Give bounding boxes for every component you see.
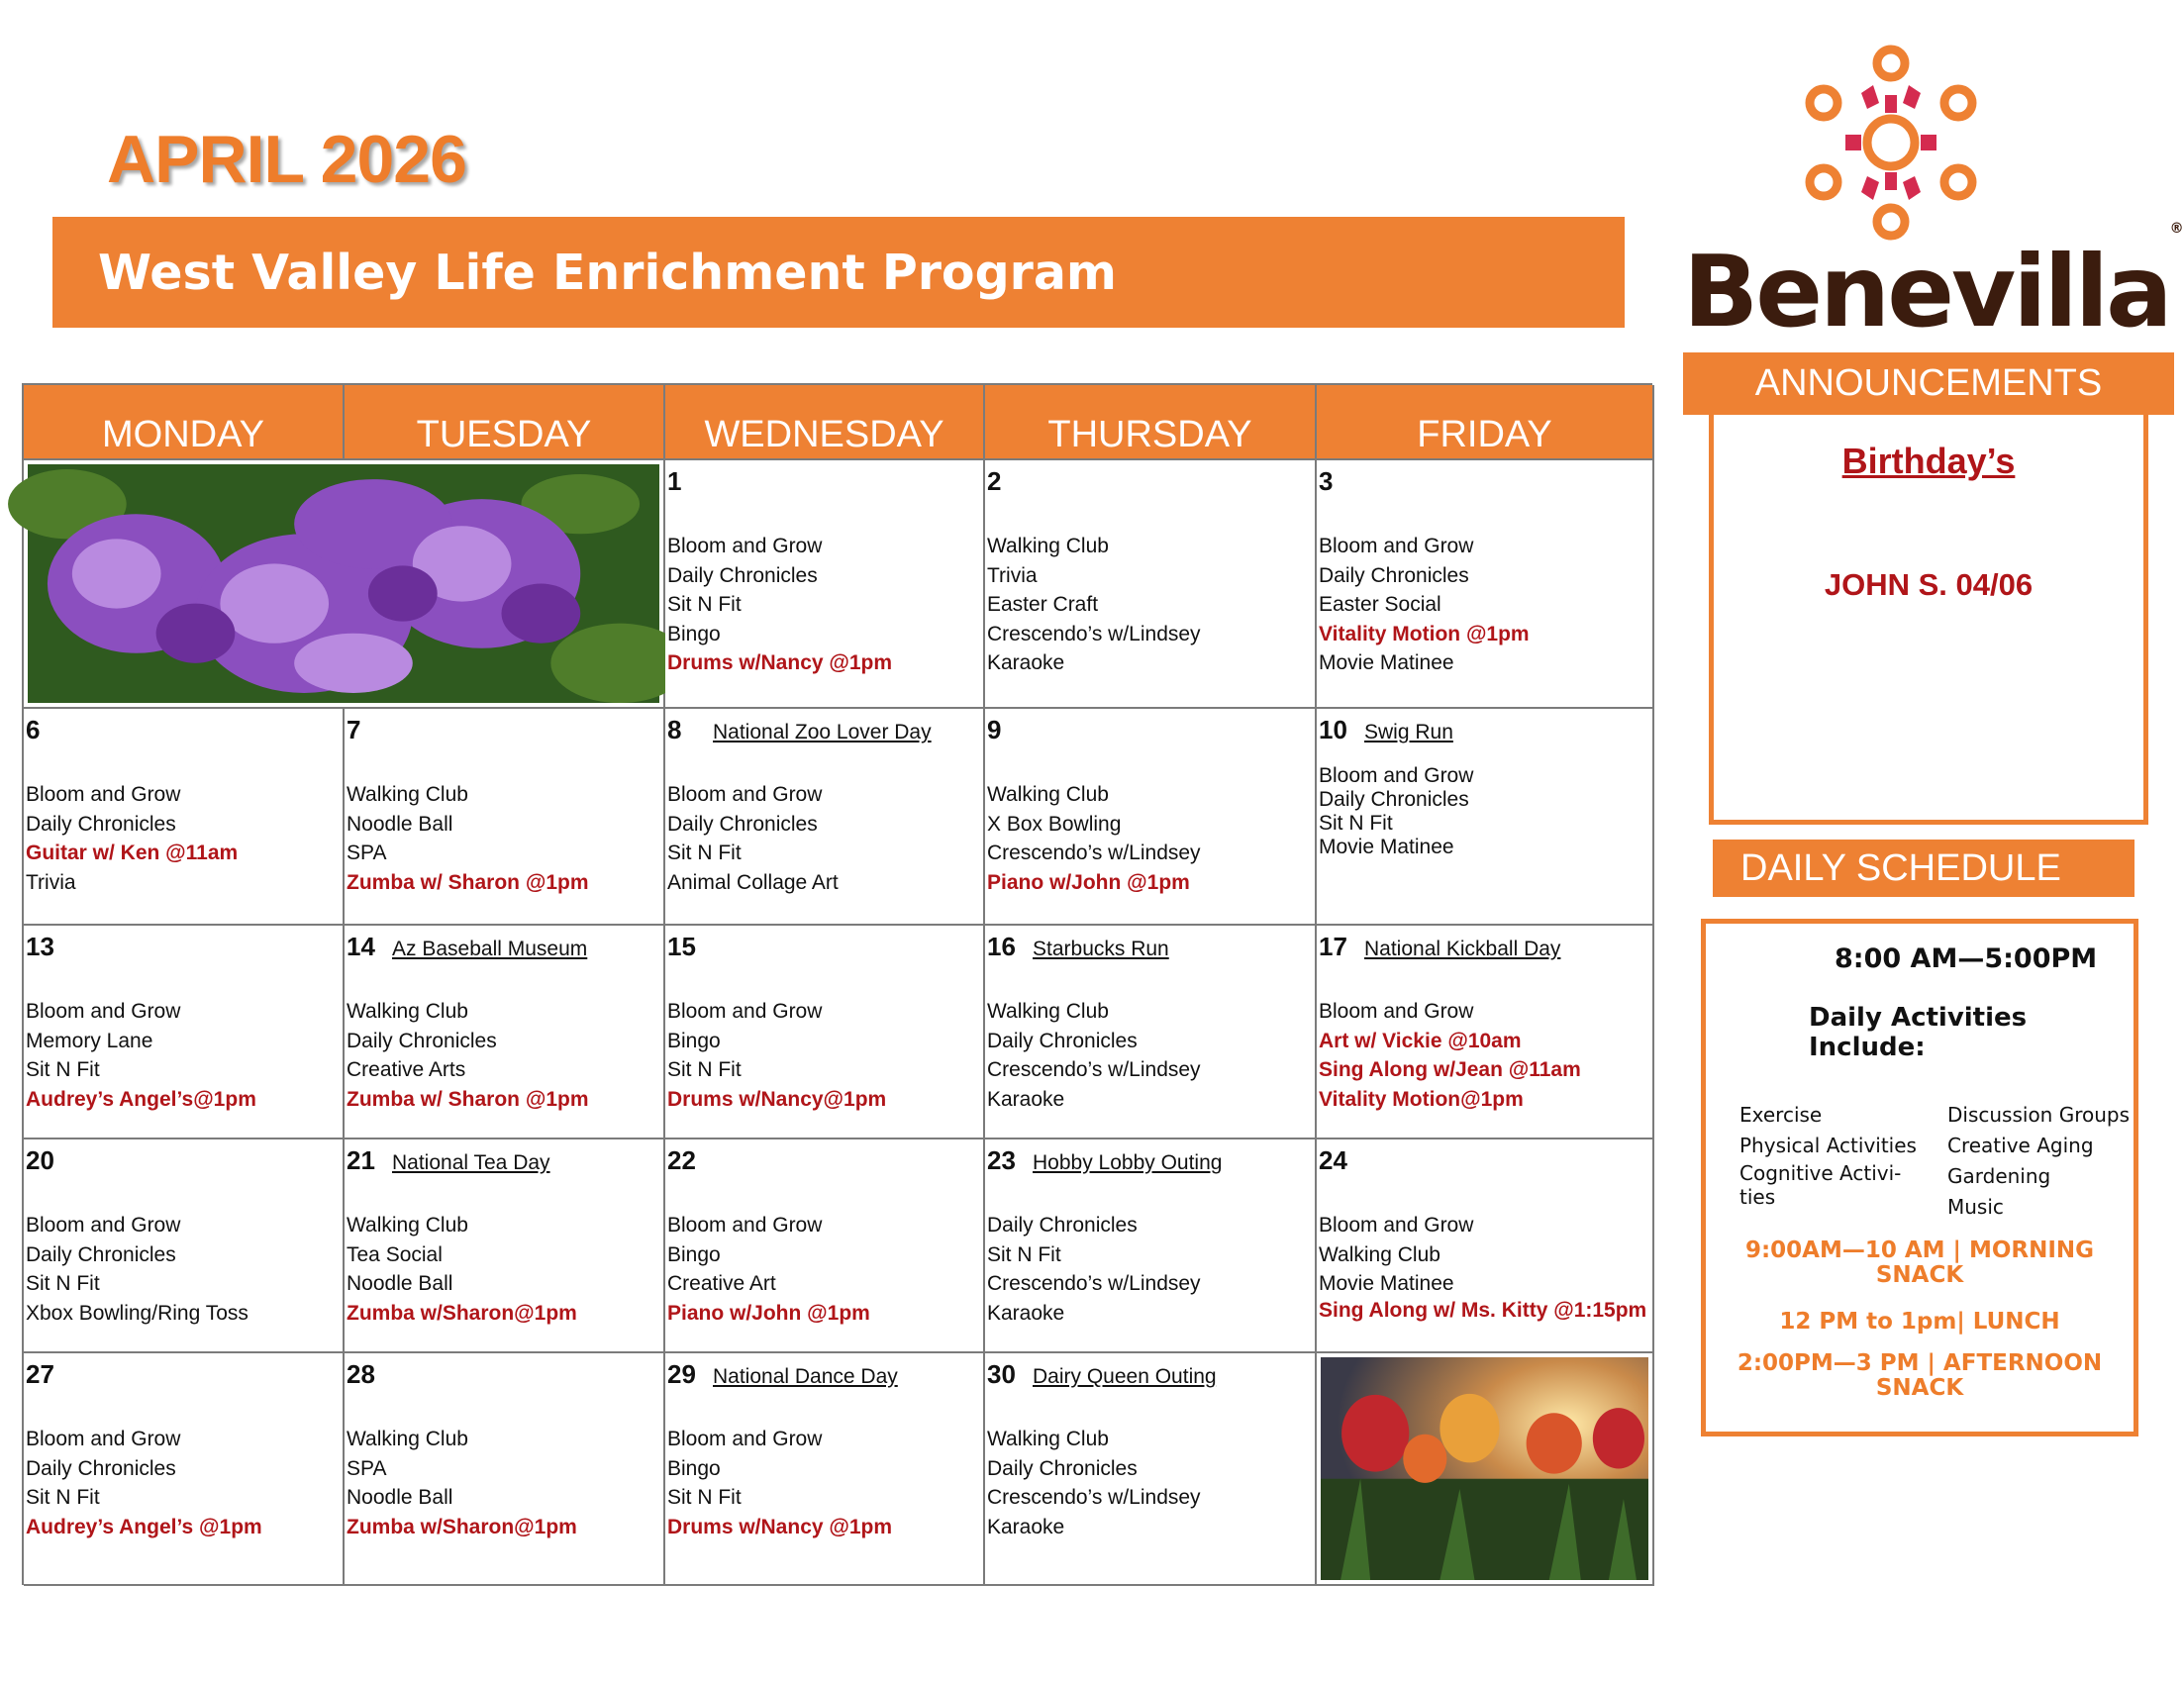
activity-item: Bloom and Grow [667,1214,823,1237]
activity-list [665,1391,983,1541]
activity-item: Walking Club [347,1214,468,1237]
featured-activity: Drums w/Nancy @1pm [667,651,893,674]
day-number: 15 [667,932,696,961]
featured-activity: Piano w/John @1pm [987,870,1190,894]
activity-list [665,963,983,1114]
activity-list [985,498,1315,678]
day-cell-header [985,926,1315,963]
announcements-header: ANNOUNCEMENTS [1683,352,2174,415]
activity-item: Crescendo’s w/Lindsey [987,1486,1201,1509]
activity-item: Bingo [667,1242,721,1266]
featured-activity: Guitar w/ Ken @11am [26,842,239,864]
day-cell-header [24,1353,343,1391]
day-number: 22 [667,1145,696,1175]
special-event: Swig Run [1364,721,1453,743]
activity-item: Creative Art [667,1272,776,1295]
registered-mark: ® [2169,220,2184,237]
day-cell-header [985,1353,1315,1391]
activity-item: Tea Social [347,1242,443,1266]
featured-activity: Sing Along w/Jean @11am [1319,1058,1581,1081]
day-cell-header [665,1139,983,1177]
day-header-thursday: THURSDAY [985,385,1317,460]
activity-item: Daily Chronicles [26,1456,176,1480]
activity-item: Daily Chronicles [1319,788,1469,811]
announcements-box [1709,415,2148,825]
activity-item: Physical Activities [1739,1134,1917,1157]
activity-list [1317,746,1652,859]
day-number: 16 [987,932,1016,961]
activity-item: Creative Aging [1947,1134,2094,1157]
activity-list [1317,1177,1652,1323]
day-cell-header [665,709,983,746]
activity-item: Movie Matinee [1319,1272,1454,1295]
special-event: National Zoo Lover Day [713,721,932,743]
activity-item: SPA [347,842,387,864]
daily-schedule-box [1701,919,2138,1436]
activity-item: Bloom and Grow [26,1428,181,1450]
day-number: 2 [987,466,1002,496]
day-number: 20 [26,1145,54,1175]
day-cell-15 [665,926,985,1139]
activity-item: Daily Chronicles [26,1242,176,1266]
activity-item: Sit N Fit [667,593,742,616]
activity-list [1317,963,1652,1114]
day-number: 29 [667,1359,696,1389]
activity-item: Trivia [26,870,76,894]
featured-activity: Zumba w/ Sharon @1pm [347,870,589,894]
lilac-flowers-photo [24,460,665,709]
activity-item: Bloom and Grow [667,535,823,557]
activity-item: Sit N Fit [26,1272,100,1295]
featured-activity: Piano w/John @1pm [667,1301,870,1325]
benevilla-logo-text [1683,220,2184,349]
day-cell-27 [24,1353,345,1586]
activity-list [345,963,663,1114]
day-cell-1 [665,460,985,709]
activity-item: SPA [347,1456,387,1480]
day-number: 30 [987,1359,1016,1389]
day-cell-29 [665,1353,985,1586]
activity-item: Easter Social [1319,593,1441,616]
special-event: National Tea Day [392,1151,550,1174]
day-cell-13 [24,926,345,1139]
day-cell-header [1317,1139,1652,1177]
featured-activity: Vitality Motion@1pm [1319,1087,1524,1111]
day-cell-9 [985,709,1317,926]
schedule-hours: 8:00 AM—5:00PM [1835,943,2098,974]
day-cell-header [665,1353,983,1391]
activity-list [345,1177,663,1328]
activity-item: Walking Club [987,535,1109,557]
activity-list [985,1177,1315,1328]
activity-item: Bloom and Grow [1319,764,1474,787]
day-header-monday: MONDAY [24,385,345,460]
program-title: West Valley Life Enrichment Program [98,244,1117,301]
featured-activity: Vitality Motion @1pm [1319,622,1530,645]
activity-item: Karaoke [987,651,1065,674]
activity-item: Walking Club [347,1000,468,1023]
afternoon-snack-time: 2:00PM—3 PM | AFTERNOON SNACK [1737,1350,2103,1401]
activity-item: Walking Club [987,1428,1109,1450]
special-event: Dairy Queen Outing [1033,1365,1217,1388]
day-number: 3 [1319,466,1334,496]
activity-list [24,963,343,1114]
activity-item: Sit N Fit [26,1486,100,1509]
activity-list [1317,498,1652,678]
featured-activity: Zumba w/Sharon@1pm [347,1301,577,1325]
activity-item: Crescendo’s w/Lindsey [987,1272,1201,1295]
day-number: 21 [347,1145,375,1175]
featured-activity: Drums w/Nancy@1pm [667,1087,887,1111]
activity-item: Sit N Fit [667,842,742,864]
activity-item: Movie Matinee [1319,836,1454,858]
activity-item: X Box Bowling [987,812,1122,836]
activity-item: Bloom and Grow [26,783,181,806]
activity-item: Karaoke [987,1515,1065,1538]
featured-activity: Zumba w/ Sharon @1pm [347,1087,589,1111]
activity-list [345,1391,663,1541]
activity-item: Bingo [667,622,721,645]
special-event: Az Baseball Museum [392,938,588,960]
month-title: APRIL 2026 [107,122,466,197]
day-cell-header [345,926,663,963]
day-header-tuesday: TUESDAY [345,385,665,460]
day-cell-header [985,1139,1315,1177]
activity-item: Walking Club [987,1000,1109,1023]
benevilla-logo-icon [1802,44,1980,242]
day-number: 14 [347,932,375,961]
activity-item: Noodle Ball [347,1486,453,1509]
activity-item: Bloom and Grow [1319,535,1474,557]
activity-item: Bloom and Grow [667,1428,823,1450]
activity-item: Karaoke [987,1087,1065,1111]
special-event: National Kickball Day [1364,938,1561,960]
activity-item: Bingo [667,1029,721,1052]
featured-activity: Audrey’s Angel’s@1pm [26,1087,256,1111]
activity-item: Bloom and Grow [26,1000,181,1023]
activity-list [24,746,343,897]
day-cell-header [985,709,1315,746]
day-cell-22 [665,1139,985,1353]
calendar-grid [22,383,1652,1585]
activity-item: Daily Chronicles [1319,563,1469,587]
day-cell-20 [24,1139,345,1353]
activity-item: Sit N Fit [987,1242,1061,1266]
activity-item: Bloom and Grow [1319,1214,1474,1237]
day-cell-28 [345,1353,665,1586]
special-event: Hobby Lobby Outing [1033,1151,1223,1174]
activity-item: Memory Lane [26,1029,153,1052]
activity-item: Exercise [1739,1103,1823,1127]
day-cell-header [1317,709,1652,746]
activity-item: Karaoke [987,1301,1065,1325]
activity-item: Daily Chronicles [347,1029,497,1052]
day-number: 6 [26,715,41,744]
activity-item: Bloom and Grow [26,1214,181,1237]
day-number: 28 [347,1359,375,1389]
featured-activity: Drums w/Nancy @1pm [667,1515,893,1538]
day-cell-30 [985,1353,1317,1586]
day-cell-header [24,709,343,746]
day-number: 23 [987,1145,1016,1175]
featured-activity: Art w/ Vickie @10am [1319,1029,1522,1052]
day-cell-header [24,1139,343,1177]
special-event: National Dance Day [713,1365,898,1388]
activity-item: Walking Club [347,1428,468,1450]
day-cell-10 [1317,709,1654,926]
activity-item: Walking Club [347,783,468,806]
activity-item: Sit N Fit [1319,812,1393,835]
activity-item: Sit N Fit [667,1486,742,1509]
day-number: 17 [1319,932,1347,961]
activity-item: Animal Collage Art [667,870,839,894]
activity-item: Daily Chronicles [987,1456,1138,1480]
activity-item: Cognitive Activi- ties [1739,1161,1902,1209]
daily-schedule-header: DAILY SCHEDULE [1713,840,2134,897]
activity-list-right [1947,1100,2130,1223]
featured-activity: Audrey’s Angel’s @1pm [26,1515,262,1538]
activity-item: Bingo [667,1456,721,1480]
day-number: 24 [1319,1145,1347,1175]
activity-item: Daily Chronicles [26,812,176,836]
activity-item: Easter Craft [987,593,1099,616]
day-cell-24 [1317,1139,1654,1353]
program-banner [52,217,1625,328]
day-cell-header [345,1353,663,1391]
activity-list-left [1739,1100,1924,1209]
activity-list [24,1177,343,1328]
activity-list [665,746,983,897]
activity-item: Noodle Ball [347,812,453,836]
activity-item: Noodle Ball [347,1272,453,1295]
day-number: 8 [667,715,682,744]
activity-list [985,963,1315,1114]
day-cell-23 [985,1139,1317,1353]
day-cell-3 [1317,460,1654,709]
day-cell-header [24,926,343,963]
birthday-entry: JOHN S. 04/06 [1824,567,2034,602]
activity-item: Bloom and Grow [667,1000,823,1023]
activity-item: Sit N Fit [26,1058,100,1081]
day-cell-header [1317,460,1652,498]
activity-item: Sit N Fit [667,1058,742,1081]
activity-item: Crescendo’s w/Lindsey [987,1058,1201,1081]
activity-item: Discussion Groups [1947,1103,2131,1127]
activity-item: Daily Chronicles [667,563,818,587]
day-cell-17 [1317,926,1654,1139]
day-number: 10 [1319,715,1347,744]
tulips-sunset-photo [1317,1353,1654,1586]
day-cell-header [345,709,663,746]
day-cell-2 [985,460,1317,709]
day-number: 1 [667,466,682,496]
day-cell-header [665,926,983,963]
activity-item: Trivia [987,563,1038,587]
activity-item: Walking Club [987,783,1109,806]
day-cell-16 [985,926,1317,1139]
special-event: Starbucks Run [1033,938,1169,960]
featured-activity: Sing Along w/ Ms. Kitty @1:15pm [1319,1298,1647,1322]
activity-item: Daily Chronicles [987,1029,1138,1052]
day-number: 13 [26,932,54,961]
day-number: 7 [347,715,361,744]
birthday-title: Birthday’s [1841,441,2016,481]
activity-list [24,1391,343,1541]
day-number: 27 [26,1359,54,1389]
activity-item: Music [1947,1195,2004,1219]
day-cell-8 [665,709,985,926]
logo-wordmark: Benevilla [1683,234,2170,349]
tulips-sunset-photo-image [1321,1357,1648,1580]
activity-item: Creative Arts [347,1058,466,1081]
day-header-friday: FRIDAY [1317,385,1654,460]
activity-list [985,1391,1315,1541]
activity-item: Daily Chronicles [667,812,818,836]
morning-snack-time: 9:00AM—10 AM | MORNING SNACK [1744,1238,2095,1288]
activity-item: Xbox Bowling/Ring Toss [26,1301,248,1325]
activity-list [985,746,1315,897]
day-cell-header [1317,926,1652,963]
day-cell-6 [24,709,345,926]
day-cell-header [665,460,983,498]
activity-item: Bloom and Grow [667,783,823,806]
activity-item: Crescendo’s w/Lindsey [987,622,1201,645]
day-header-wednesday: WEDNESDAY [665,385,985,460]
activity-item: Bloom and Grow [1319,1000,1474,1023]
activity-item: Walking Club [1319,1242,1440,1266]
day-cell-7 [345,709,665,926]
day-number: 9 [987,715,1002,744]
lunch-time: 12 PM to 1pm| LUNCH [1779,1309,2060,1335]
day-cell-14 [345,926,665,1139]
activity-list [665,498,983,678]
day-cell-header [985,460,1315,498]
activity-item: Daily Chronicles [987,1214,1138,1237]
activity-list [665,1177,983,1328]
activity-item: Gardening [1947,1164,2051,1188]
day-cell-header [345,1139,663,1177]
activity-item: Movie Matinee [1319,651,1454,674]
lilac-flowers-photo-image [28,464,659,703]
activities-include-label: Daily Activities Include: [1809,1003,2028,1062]
activity-item: Crescendo’s w/Lindsey [987,842,1201,864]
activity-list [345,746,663,897]
featured-activity: Zumba w/Sharon@1pm [347,1515,577,1538]
day-cell-21 [345,1139,665,1353]
